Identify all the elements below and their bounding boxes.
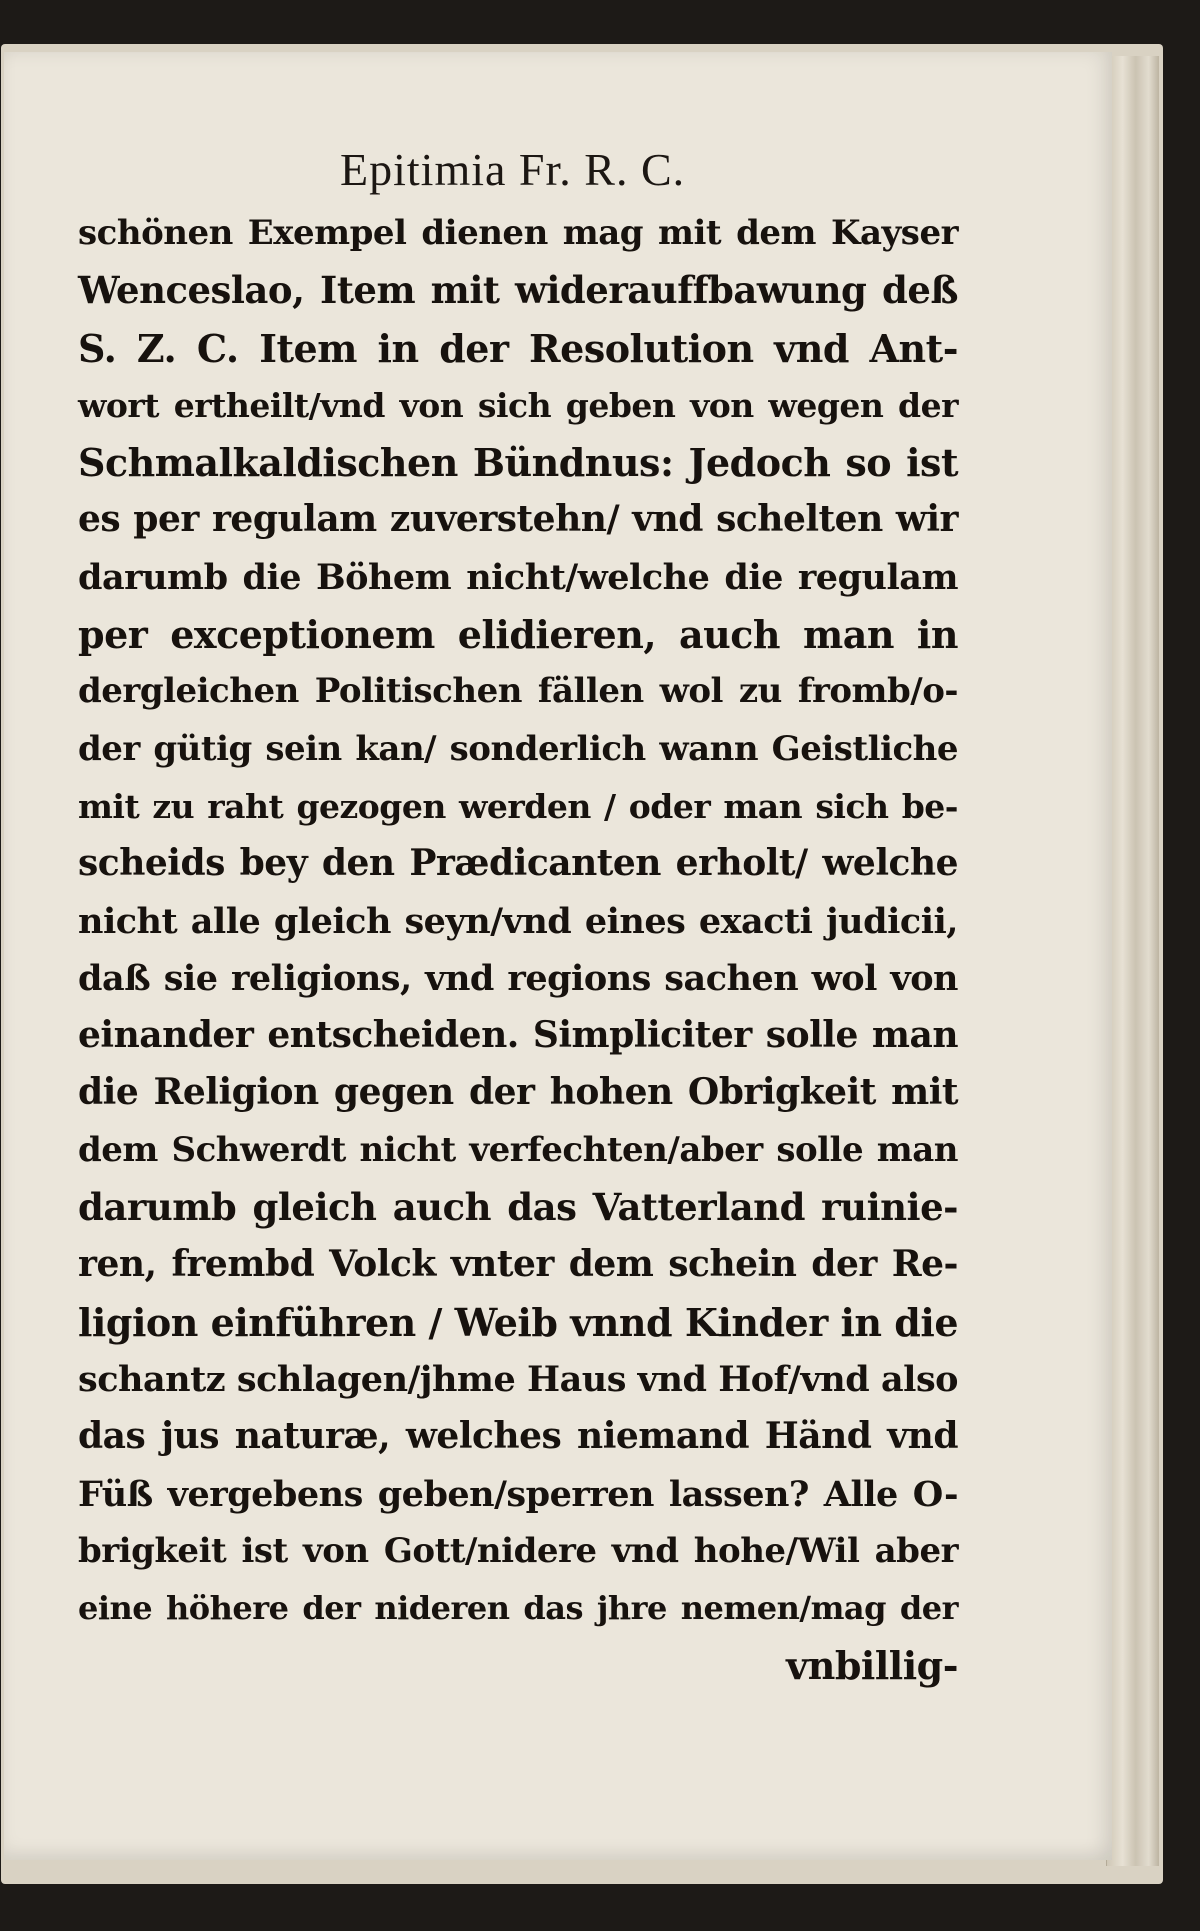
text-line: nicht alle gleich seyn/vnd eines exacti judicii, [78, 900, 958, 942]
page-edges [1106, 56, 1159, 1866]
text-line: wort ertheilt/vnd von sich geben von wegen der [78, 385, 958, 425]
text-line: darumb gleich auch das Vatterland ruinie- [78, 1185, 958, 1230]
text-line: Füß vergebens geben/sperren lassen? Alle O- [78, 1473, 958, 1515]
text-line: Wenceslao, Item mit widerauffbawung deß [78, 268, 958, 313]
text-line: ren, frembd Volck vnter dem schein der Re- [78, 1243, 958, 1286]
text-line: schantz schlagen/jhme Haus vnd Hof/vnd also [78, 1358, 958, 1400]
text-line: es per regulam zuverstehn/ vnd schelten wir [78, 498, 958, 541]
running-head: Epitimia Fr. R. C. [340, 144, 686, 195]
text-line: darumb die Böhem nicht/welche die regulam [78, 556, 958, 598]
text-line: der gütig sein kan/ sonderlich wann Geistliche [78, 728, 958, 769]
text-line: eine höhere der nideren das jhre nemen/mag der [78, 1589, 958, 1628]
text-line: daß sie religions, vnd regions sachen wol von [78, 957, 958, 999]
text-line: das jus naturæ, welches niemand Händ vnd [78, 1415, 958, 1458]
text-line: brigkeit ist von Gott/nidere vnd hohe/Wil aber [78, 1530, 958, 1571]
text-line: schönen Exempel dienen mag mit dem Kayser [78, 213, 958, 253]
catchword: vnbillig- [786, 1643, 958, 1689]
text-line: ligion einführen / Weib vnnd Kinder in die [78, 1299, 958, 1345]
text-line: per exceptionem elidieren, auch man in [78, 612, 958, 658]
text-line: S. Z. C. Item in der Resolution vnd Ant- [78, 325, 958, 371]
text-line: dem Schwerdt nicht verfechten/aber solle man [78, 1129, 958, 1170]
text-line: dergleichen Politischen fällen wol zu fromb/o- [78, 671, 958, 712]
text-line: scheids bey den Prædicanten erholt/ welche [78, 842, 958, 885]
text-line: Schmalkaldischen Bündnus: Jedoch so ist [78, 440, 958, 486]
text-line: die Religion gegen der hohen Obrigkeit mit [78, 1071, 958, 1114]
text-line: einander entscheiden. Simpliciter solle man [78, 1014, 958, 1057]
text-line: mit zu raht gezogen werden / oder man sich be- [78, 786, 958, 826]
body-text [78, 205, 958, 1695]
